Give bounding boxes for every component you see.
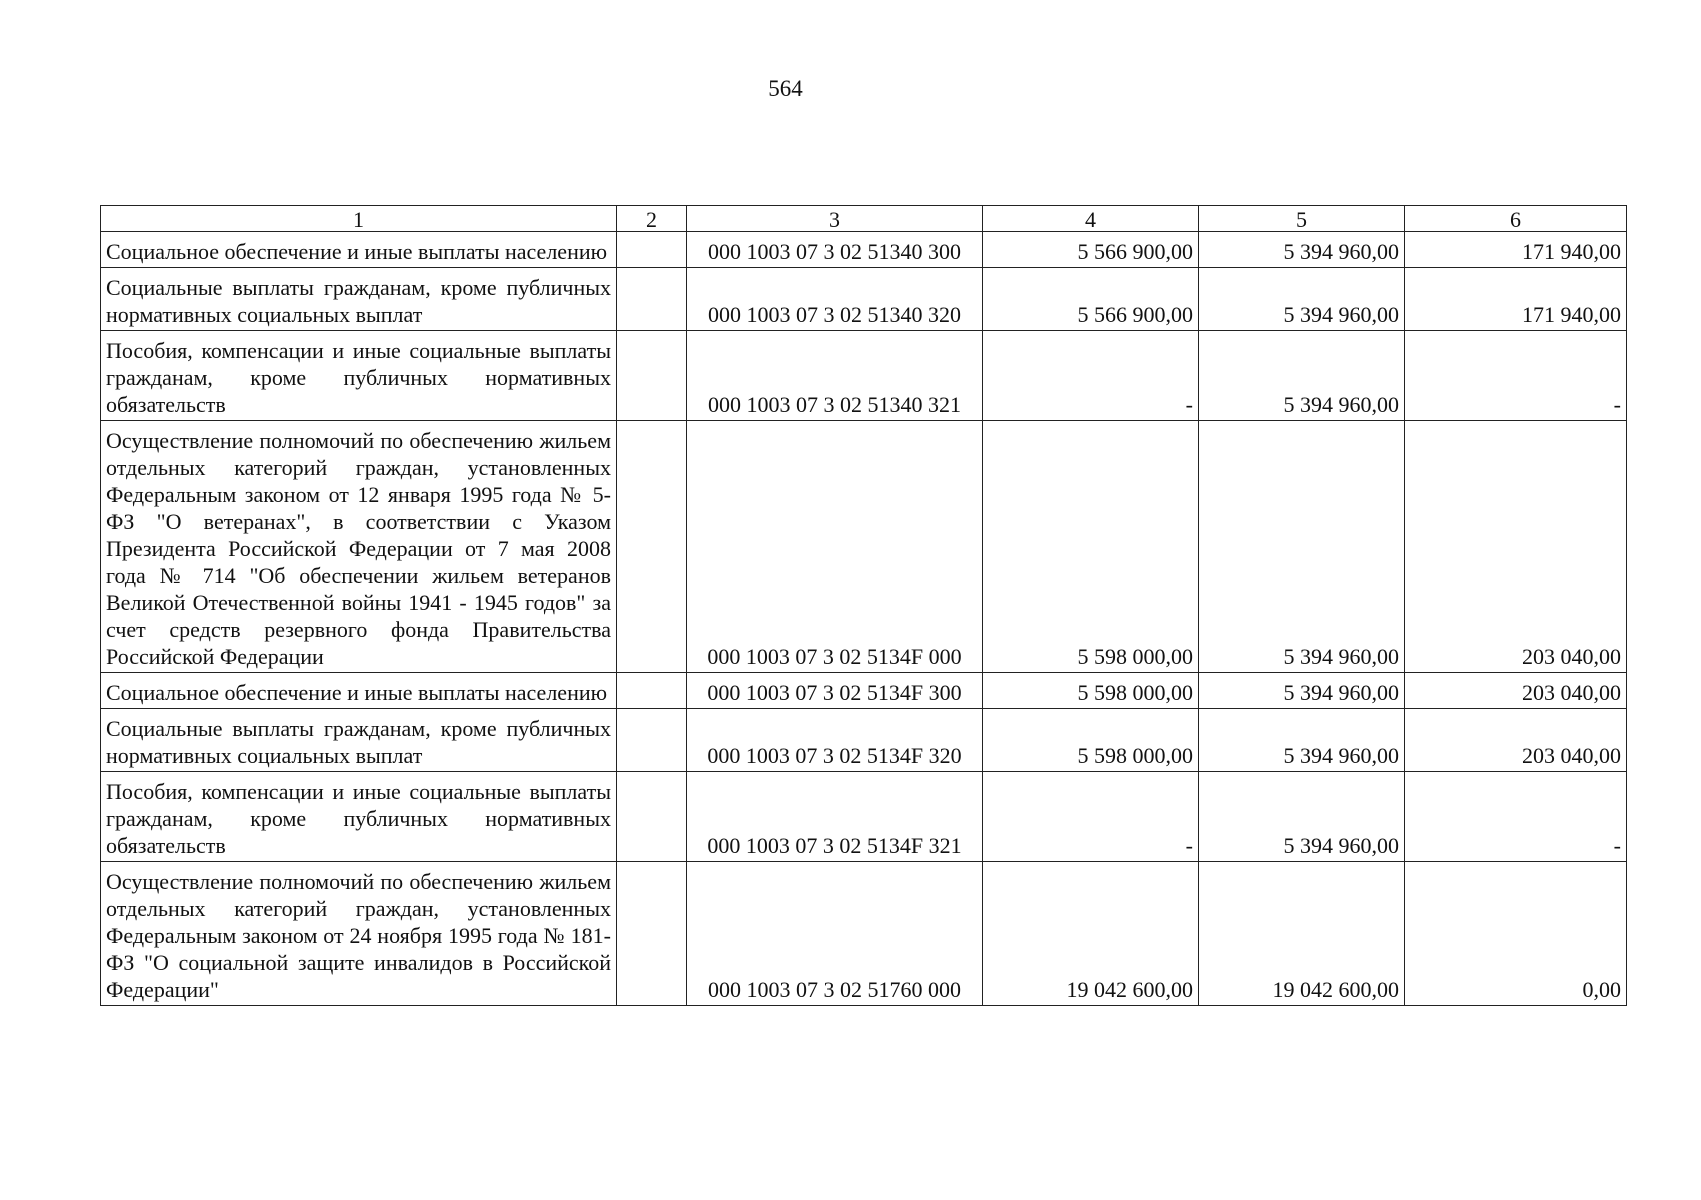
table-row <box>101 421 1627 673</box>
row-col2 <box>617 268 687 331</box>
row-col6: 203 040,00 <box>1405 421 1627 673</box>
table-row <box>101 268 1627 331</box>
table-row <box>101 673 1627 709</box>
row-name: Социальное обеспечение и иные выплаты населению <box>101 232 617 268</box>
row-col2 <box>617 673 687 709</box>
budget-table <box>100 205 1627 1006</box>
row-col5: 5 394 960,00 <box>1199 673 1405 709</box>
row-col6: - <box>1405 772 1627 862</box>
table-row <box>101 862 1627 1006</box>
row-name: Социальное обеспечение и иные выплаты населению <box>101 673 617 709</box>
row-col5: 5 394 960,00 <box>1199 421 1405 673</box>
row-col6: 203 040,00 <box>1405 709 1627 772</box>
table-row <box>101 331 1627 421</box>
row-code: 000 1003 07 3 02 51760 000 <box>687 862 983 1006</box>
row-col2 <box>617 331 687 421</box>
row-col6: 171 940,00 <box>1405 232 1627 268</box>
page-number <box>0 76 1701 102</box>
row-col2 <box>617 772 687 862</box>
page-number-text: 564 <box>768 76 803 101</box>
header-col-5: 5 <box>1199 206 1405 232</box>
table-row <box>101 772 1627 862</box>
row-col4: - <box>983 772 1199 862</box>
row-col5: 5 394 960,00 <box>1199 268 1405 331</box>
header-col-4: 4 <box>983 206 1199 232</box>
row-col4: 5 566 900,00 <box>983 232 1199 268</box>
row-col4: 5 598 000,00 <box>983 421 1199 673</box>
row-code: 000 1003 07 3 02 5134F 321 <box>687 772 983 862</box>
table-body <box>101 232 1627 1006</box>
row-col6: - <box>1405 331 1627 421</box>
row-code: 000 1003 07 3 02 51340 321 <box>687 331 983 421</box>
header-row <box>101 206 1627 232</box>
row-col4: - <box>983 331 1199 421</box>
header-col-3: 3 <box>687 206 983 232</box>
row-name: Осуществление полномочий по обеспечению жильем отдельных категорий граждан, установленных Федеральным законом от 12 января 1995 года № 5-ФЗ "О ветеранах", в соответствии с Указом Президента Российской Федерации от 7 мая 2008 года № 714 "Об обеспечении жильем ветеранов Великой Отечественной войны 1941 - 1945 годов" за счет средств резервного фонда Правительства Российской Федерации <box>101 421 617 673</box>
row-code: 000 1003 07 3 02 51340 300 <box>687 232 983 268</box>
row-col4: 5 598 000,00 <box>983 709 1199 772</box>
row-col4: 5 566 900,00 <box>983 268 1199 331</box>
row-code: 000 1003 07 3 02 5134F 320 <box>687 709 983 772</box>
table-row <box>101 232 1627 268</box>
row-name: Осуществление полномочий по обеспечению жильем отдельных категорий граждан, установленных Федеральным законом от 24 ноября 1995 года № 181-ФЗ "О социальной защите инвалидов в Российской Федерации" <box>101 862 617 1006</box>
row-name: Пособия, компенсации и иные социальные выплаты гражданам, кроме публичных нормативных обязательств <box>101 772 617 862</box>
header-col-2: 2 <box>617 206 687 232</box>
row-col6: 171 940,00 <box>1405 268 1627 331</box>
row-col4: 19 042 600,00 <box>983 862 1199 1006</box>
row-col5: 5 394 960,00 <box>1199 772 1405 862</box>
row-code: 000 1003 07 3 02 5134F 000 <box>687 421 983 673</box>
row-code: 000 1003 07 3 02 5134F 300 <box>687 673 983 709</box>
row-col2 <box>617 862 687 1006</box>
row-col6: 0,00 <box>1405 862 1627 1006</box>
row-col5: 5 394 960,00 <box>1199 709 1405 772</box>
row-col6: 203 040,00 <box>1405 673 1627 709</box>
table-header <box>101 206 1627 232</box>
header-col-6: 6 <box>1405 206 1627 232</box>
table-row <box>101 709 1627 772</box>
row-name: Социальные выплаты гражданам, кроме публичных нормативных социальных выплат <box>101 709 617 772</box>
row-col2 <box>617 232 687 268</box>
row-col2 <box>617 421 687 673</box>
row-name: Социальные выплаты гражданам, кроме публичных нормативных социальных выплат <box>101 268 617 331</box>
row-code: 000 1003 07 3 02 51340 320 <box>687 268 983 331</box>
row-col4: 5 598 000,00 <box>983 673 1199 709</box>
header-col-1: 1 <box>101 206 617 232</box>
row-name: Пособия, компенсации и иные социальные выплаты гражданам, кроме публичных нормативных обязательств <box>101 331 617 421</box>
row-col5: 19 042 600,00 <box>1199 862 1405 1006</box>
row-col5: 5 394 960,00 <box>1199 232 1405 268</box>
row-col5: 5 394 960,00 <box>1199 331 1405 421</box>
row-col2 <box>617 709 687 772</box>
